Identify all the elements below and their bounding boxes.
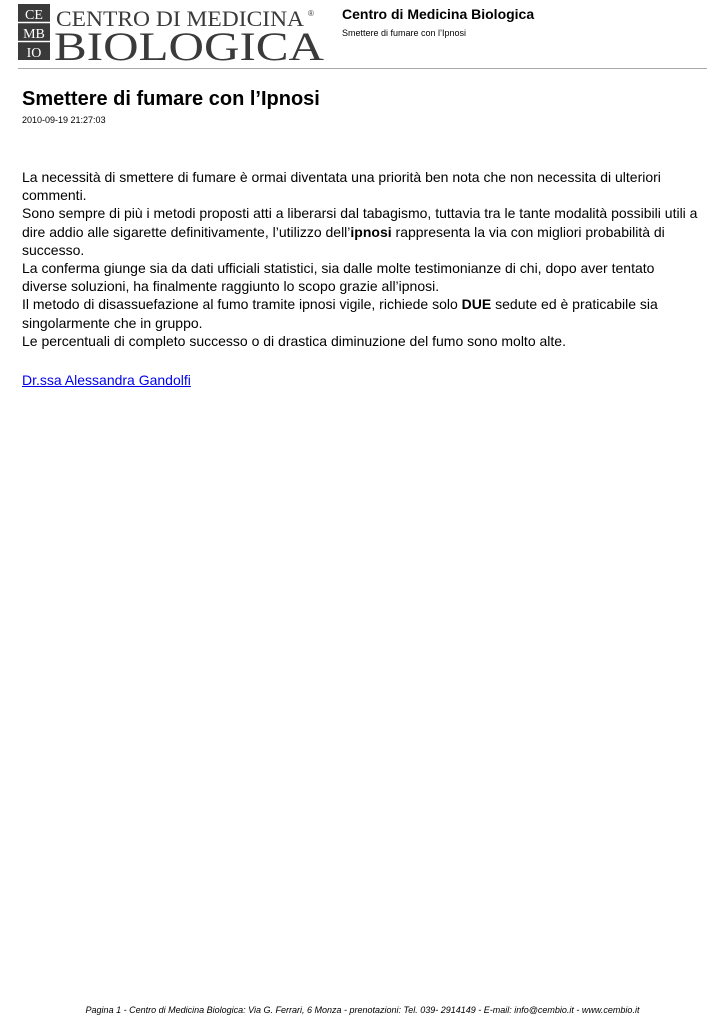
logo-registered-mark: ® xyxy=(308,9,314,18)
page-header xyxy=(342,6,534,38)
logo-line-2: BIOLOGICA xyxy=(54,24,325,62)
paragraph-2-text-a: Sono sempre di più i metodi proposti atti a liberarsi dal tabagismo, tuttavia tra le tante modalità possibili utili a dire addio alle sigarette definitivamente, l’utilizzo dell’ xyxy=(22,205,698,240)
article-date: 2010-09-19 21:27:03 xyxy=(22,115,106,125)
logo-line-1: CENTRO DI MEDICINA xyxy=(56,6,305,31)
page-footer: Pagina 1 - Centro di Medicina Biologica: Via G. Ferrari, 6 Monza - prenotazioni: Tel. 039- 2914149 - E-mail: info@cembio.it - www.cembio.it xyxy=(85,1005,640,1015)
paragraph-4-text-a: Il metodo di disassuefazione al fumo tramite ipnosi vigile, richiede solo xyxy=(22,296,462,313)
logo-monogram-1: CE xyxy=(25,8,43,23)
paragraph-4-text-b: sedute ed è praticabile sia singolarmente che in gruppo. xyxy=(22,296,658,331)
article-title: Smettere di fumare con l’Ipnosi xyxy=(22,88,320,110)
paragraph-1: La necessità di smettere di fumare è ormai diventata una priorità ben nota che non necessita di ulteriori commenti. xyxy=(22,169,661,204)
paragraph-5: Le percentuali di completo successo o di drastica diminuzione del fumo sono molto alte. xyxy=(22,332,566,349)
logo-monogram-2: MB xyxy=(23,27,45,42)
paragraph-2-text-b: rappresenta la via con migliori probabilità di successo. xyxy=(22,223,665,258)
paragraph-2-bold: ipnosi xyxy=(350,223,392,240)
paragraph-4-bold: DUE xyxy=(461,296,492,313)
site-name: Centro di Medicina Biologica xyxy=(342,6,535,22)
paragraph-2 xyxy=(22,204,702,259)
paragraph-4 xyxy=(22,295,702,331)
header-divider xyxy=(18,68,707,69)
logo-graphic xyxy=(18,4,328,62)
paragraph-3: La conferma giunge sia da dati ufficiali statistici, sia dalle molte testimonianze di chi, dopo aver tentato diverse soluzioni, ha finalmente raggiunto lo scopo grazie all’ipnosi. xyxy=(22,260,655,295)
article-body xyxy=(22,168,702,350)
site-logo xyxy=(18,4,328,62)
author-link[interactable]: Dr.ssa Alessandra Gandolfi xyxy=(22,372,191,388)
logo-monogram-3: IO xyxy=(26,46,42,61)
header-subtitle: Smettere di fumare con l’Ipnosi xyxy=(342,28,467,38)
